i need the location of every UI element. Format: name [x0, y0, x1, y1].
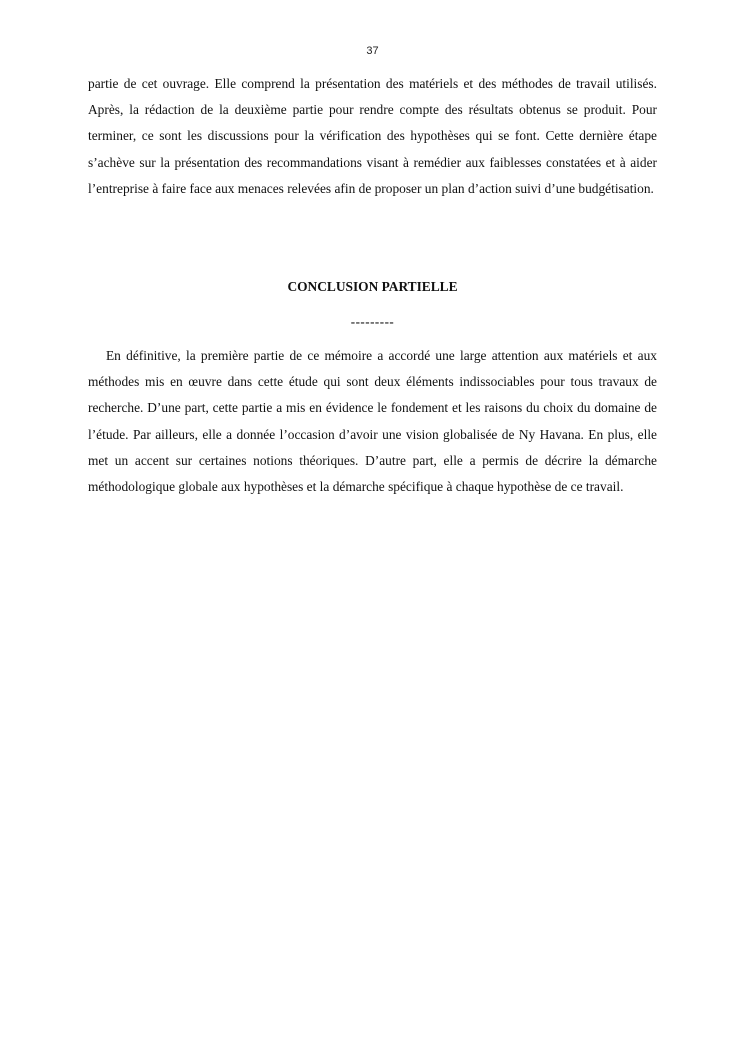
section-separator: ---------: [350, 314, 395, 329]
page-number: 37: [366, 45, 379, 57]
conclusion-paragraph: En définitive, la première partie de ce mémoire a accordé une large attention aux matériels et aux méthodes mis en œuvre dans cette étude qui sont deux éléments indissociables pour tous travaux de recherche. D’une part, cette partie a mis en évidence le fondement et les raisons du choix du domaine de l’étude. Par ailleurs, elle a donnée l’occasion d’avoir une vision globalisée de Ny Havana. En plus, elle met un accent sur certaines notions théoriques. D’autre part, elle a permis de décrire la démarche méthodologique globale aux hypothèses et la démarche spécifique à chaque hypothèse de ce travail.: [88, 348, 657, 495]
section-title: CONCLUSION PARTIELLE: [287, 279, 458, 294]
intro-paragraph: partie de cet ouvrage. Elle comprend la présentation des matériels et des méthodes de travail utilisés. Après, la rédaction de la deuxième partie pour rendre compte des résultats obtenus se produit. Pour terminer, ce sont les discussions pour la vérification des hypothèses qui se font. Cette dernière étape s’achève sur la présentation des recommandations visant à remédier aux faiblesses constatées et à aider l’entreprise à faire face aux menaces relevées afin de proposer un plan d’action suivi d’une budgétisation.: [88, 76, 657, 196]
